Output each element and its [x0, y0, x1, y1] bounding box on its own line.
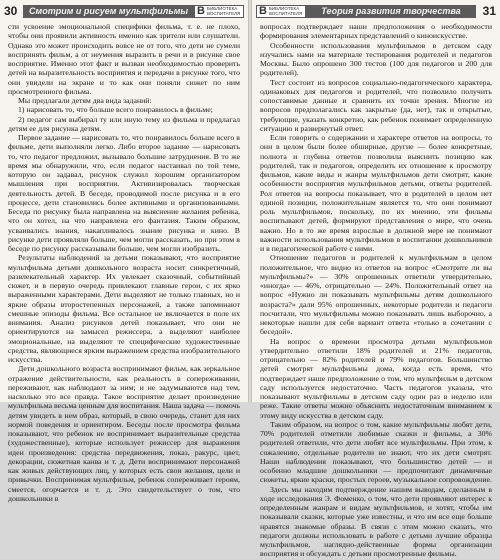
- library-badge-left: [194, 5, 244, 18]
- left-running-header: [4, 4, 244, 18]
- paragraph: сти усвоение эмоциональной специфики фильма, т. е. не плохо, чтобы они проявили активность именно как зрители или слушатели. Однако это может происходить вовсе не от того, что дети не сумели воспринять фильм, а от неумения выразить в речи и в рисунке свое восприятие. Именно этот факт и вызван необходимостью проверить детей на выразительность восприятия и передачи в рисунке того, что они увидели на экране и то как они поняли сюжет по ним просмотренного фильма.: [8, 22, 240, 96]
- paragraph: На вопрос о времени просмотра детьми мультфильмов утвердительно ответили 18% родителей и 21% педагогов, отрицательно — 82% родителей и 79% педагогов. Большинство детей смотрят мультфильмы дома, когда есть время, что подтверждает наше предположение о том, что мультфильм в детском саду используется недостаточно. Часть педагогов указала, что показывают мультфильмы в детском саду один раз в неделю или реже. Такие ответы можно объяснить недостаточным вниманием к этому виду искусства в детском саду.: [260, 336, 492, 420]
- library-logo-text: БИБЛИОТЕКА ВОСПИТАТЕЛЯ: [268, 6, 303, 16]
- paragraph: Мы предлагали детям два вида заданий:: [18, 96, 152, 105]
- paragraph: Тест состоит из вопросов социально-педагогического характера, одинаковых для педагогов и родителей, что позволило получить сопоставимые данные и сравнить их точки зрения. Многие из вопросов предполагались как закрытые (да, нет), так и открытые, требующие, указать конкретно, как ребенок понимает определенную ситуацию и развернутый ответ.: [260, 77, 492, 133]
- paragraph: Результаты наблюдений за детьми показывают, что восприятие мультфильма детьми дошкольного возраста носит синкретичный, развлекательный характер. Их увлекает сказочный, событийный сюжет, и в первую очередь привлекают главные герои, с их ярко выраженными характерами. Дети выделяют не только главных, но и яркие образы второстепенных персонажей, а также запоминают смешные эпизоды фильма. Все остальное не включается в поле их внимания. Анализ рисунков детей показывает, что они не ориентируются на замысел режиссера, а выделяют наиболее эмоциональные, на выделяют те специфические художественные средства, являющиеся ярким выражением средства изобразительного искусства.: [8, 253, 240, 364]
- paragraph: Дети дошкольного возраста воспринимают фильм, как зеркальное отражение действительности, как реальность в сопереживании, переживают, как наблюдают за ним; и не задумываются над тем, насколько это все правда. Такое восприятие делает произведение мультфильма весьма ценным для воспитания. Наша задача — помочь детям увидеть в нем образ, который, в свою очередь, станет для них нормой поведения и ориентиром. Беседы после просмотра фильма показывают, что ребенок не воспринимает выразительные средства (художественные), которые использует режиссер для выражения идеи произведения: средства передвижения, показ, ракурс, цвет, декорации, сюжетная канва и т. д. Дети воспринимают персонажей как живых действующих лиц, у которых есть свои желания, цели и привычки. Воспринимая мультфильм, ребенок сопереживает героям, смеется, огорчается и т. д. Это свидетельствует о том, что дошкольники в: [8, 364, 240, 503]
- left-page-number: 30: [4, 4, 18, 18]
- paragraph: Если говорить о содержании и характере ответов на вопросы, то они в целом были более обширные, другие — более конкретные, полнота и глубина ответов позволила выяснить позицию как родителей, так и педагогов, определить их отношение к просмотру фильмов, какие виды и жанры мультфильмов дети смотрят, какие особенности восприятия мультфильмов детьми, ответы родителей. Рол ответов на вопросы показывает, что в родителей в целом нет единой позиции, положительным является то, что они понимают роль мультфильмов, поскольку, по их мнению, эти фильмы воспитывают детей, формируют представления о мире, что очень важно. Но в то же время взрослые в должной мере не понимают важности использования мультфильмов в воспитании дошкольников и в педагогической работе с ними.: [260, 133, 492, 253]
- library-logo-text: БИБЛИОТЕКА ВОСПИТАТЕЛЯ: [207, 6, 241, 16]
- list-item: 1) нарисовать то, что больше всего понравилось в фильме;: [18, 105, 213, 115]
- list-item: 2) педагог сам выбирал ту или иную тему из фильма и предлагал детям ее для рисунка детям.: [8, 114, 240, 133]
- paragraph: вопросах подтверждает наши предположения о необходимости формирования элементарных представлений о киноискусстве.: [260, 22, 492, 41]
- right-body-text: [260, 22, 492, 559]
- library-logo-letter: В: [259, 4, 267, 17]
- paragraph: Особенности использования мультфильмов в детском саду изучались нами на материале тестирования родителей и педагогов Москвы. Было опрошено 300 тестов (100 для педагогов и 200 для родителей).: [260, 40, 492, 78]
- left-body-text: [8, 22, 240, 503]
- library-logo-letter: В: [197, 4, 205, 17]
- right-header-title: Теория развития творчества: [306, 5, 476, 18]
- right-page: [252, 0, 500, 559]
- library-badge-right: [256, 5, 306, 18]
- left-page: [0, 0, 248, 503]
- right-page-number: 31: [482, 4, 496, 18]
- right-running-header: [256, 4, 496, 18]
- paragraph: Здесь мы находим подтверждение нашим выводам, сделанным в ходе исследования Э. Фоменко, о том, что дети проявляют интерес к определенным жанрам и видам мультфильмов, и хотят, чтобы им показывали сказки, которые уже известны, и что им все еще больше нравятся знакомые образы. В связи с этим можно сказать, что педагоги должны использовать в работе с детьми лучшие образцы мультфильмов, наглядно-действенные формы организации восприятия и обсуждать с детьми просмотренные фильмы.: [260, 484, 492, 559]
- left-header-title: Смотрим и рисуем мультфильмы: [23, 5, 194, 18]
- paragraph: Отношение педагогов и родителей к мультфильмам в целом положительное, что видно из ответов на вопрос «Смотрите ли вы мультфильмы?» — 30% опрошенных ответили утвердительно, «иногда» — 46%, отрицательно — 24%. Положительный ответ на вопрос «Нужно ли показывать мультфильмы детям дошкольного возраста?» дали 95% опрошенных, некоторые родители и педагоги посчитали, что мультфильмы можно показывать лишь выборочно, а некоторые нашли для себя вариант ответа «только в сочетании с беседой».: [260, 253, 492, 337]
- paragraph: Первое задание — нарисовать то, что понравилось больше всего в фильме, дети выполняли легко. Либо второе задание — нарисовать то, что педагог предложил, вызывало большие затруднения. В то же время мы обнаружили, что, если педагог настаивал по той теме, которую он задавал, рисунок служил хорошим организатором мышления при восприятии. Активизировалась творческая деятельность детей. В беседе, проводимой после рисунка и в его процессе, дети становились более активными и организованными. Беседа по рисунку была направлена на выяснение желания ребенка, что он хотел, на что направлена его фантазия. Таким образом, усваивались знания, накапливалось знание рисунка и кино. В рисунке дети проявляли больше, чем могли рассказать, но при этом в беседе по рисунку рассказывали больше, чем могли изобразить.: [8, 133, 240, 253]
- paragraph: Таким образом, на вопрос о том, какие мультфильмы любят дети, 70% родителей отметили любимые сказки и фильмы, а 30% родителей ответили, что дети любят все мультфильмы. При этом, к сожалению, отдельные родители не знают, что их дети смотрят. Наши наблюдения показывают, что большинство детей — и особенно младшие дошкольники — предпочитают динамичные сюжеты, яркие краски, простых героев, музыкальное сопровождение.: [260, 419, 492, 485]
